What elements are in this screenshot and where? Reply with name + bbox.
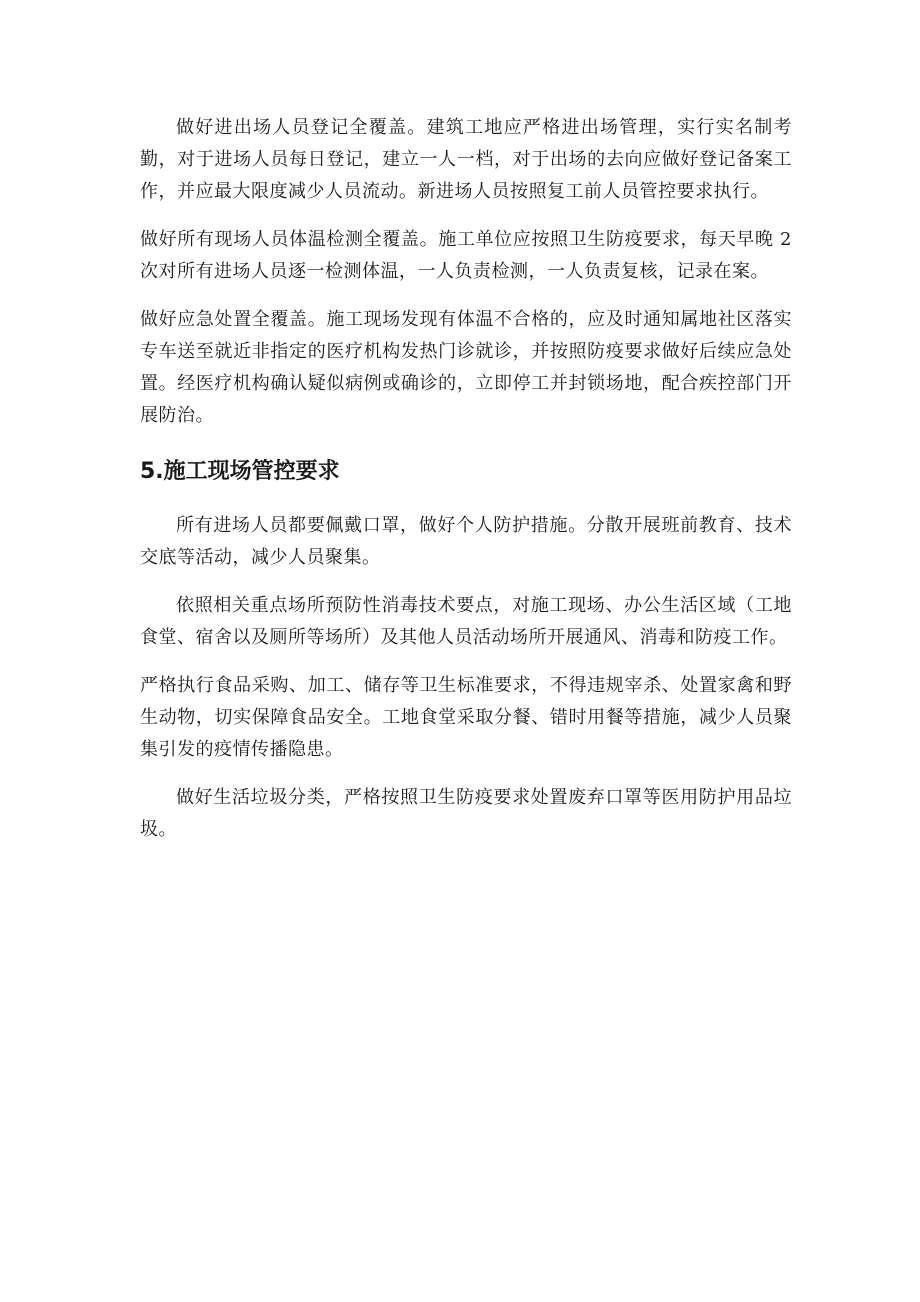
paragraph-food-safety: 严格执行食品采购、加工、储存等卫生标准要求，不得违规宰杀、处置家禽和野生动物，切实保障食品安全。工地食堂采取分餐、错时用餐等措施，减少人员聚集引发的疫情传播隐患。	[140, 675, 792, 760]
paragraph-emergency-handling: 做好应急处置全覆盖。施工现场发现有体温不合格的，应及时通知属地社区落实专车送至就近非指定的医疗机构发热门诊就诊，并按照防疫要求做好后续应急处置。经医疗机构确认疑似病例或确诊的，立即停工并封锁场地，配合疾控部门开展防治。	[140, 309, 792, 426]
document-page	[140, 112, 792, 862]
paragraph-registration: 做好进出场人员登记全覆盖。建筑工地应严格进出场管理，实行实名制考勤，对于进场人员每日登记，建立一人一档，对于出场的去向应做好登记备案工作，并应最大限度减少人员流动。新进场人员按照复工前人员管控要求执行。	[140, 117, 792, 202]
paragraph-waste-sorting: 做好生活垃圾分类，严格按照卫生防疫要求处置废弃口罩等医用防护用品垃圾。	[140, 787, 792, 840]
paragraph-temperature-check: 做好所有现场人员体温检测全覆盖。施工单位应按照卫生防疫要求，每天早晚 2 次对所有进场人员逐一检测体温，一人负责检测，一人负责复核，记录在案。	[140, 229, 792, 282]
paragraph-disinfection: 依照相关重点场所预防性消毒技术要点，对施工现场、办公生活区域（工地食堂、宿舍以及厕所等场所）及其他人员活动场所开展通风、消毒和防疫工作。	[140, 595, 792, 648]
section-heading: 5.施工现场管控要求	[140, 459, 340, 484]
paragraph-masks: 所有进场人员都要佩戴口罩，做好个人防护措施。分散开展班前教育、技术交底等活动，减少人员聚集。	[140, 515, 792, 568]
